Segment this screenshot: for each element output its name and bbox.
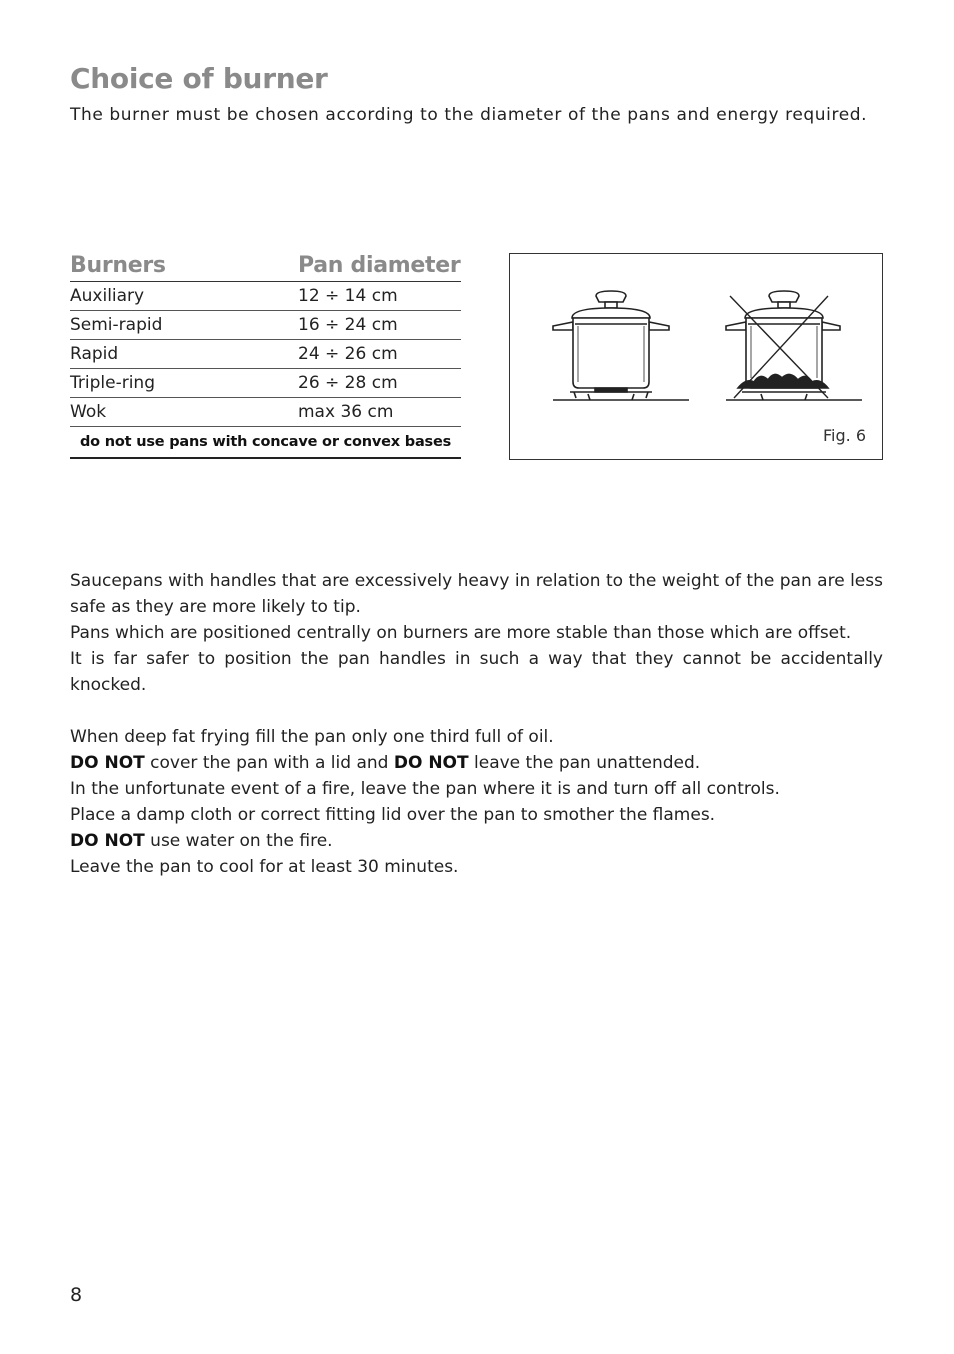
do-not-label: DO NOT [393, 753, 469, 773]
table-note-row [70, 427, 461, 459]
burner-table [70, 248, 461, 459]
pan-diameter: max 36 cm [298, 398, 461, 427]
paragraph-gap [70, 698, 883, 724]
paragraph-lid-warning: DO NOT cover the pan with a lid and DO NOT leave the pan unattended. [70, 753, 701, 773]
paragraph-deep-frying: When deep fat frying fill the pan only one third full of oil. [70, 727, 554, 747]
do-not-label: DO NOT [70, 753, 145, 773]
burner-name: Triple-ring [70, 369, 298, 398]
paragraph-centering: Pans which are positioned centrally on burners are more stable than those which are offset. [70, 623, 852, 643]
incorrect-pan-drawing [726, 291, 862, 400]
page-number: 8 [70, 1284, 83, 1306]
header-pan-diameter: Pan diameter [298, 248, 461, 282]
burner-name: Auxiliary [70, 282, 298, 311]
paragraph-damp-cloth: Place a damp cloth or correct fitting lid over the pan to smother the flames. [70, 805, 716, 825]
pan-diameter: 16 ÷ 24 cm [298, 311, 461, 340]
table-row [70, 398, 461, 427]
paragraph-handle-position: It is far safer to position the pan handles in such a way that they cannot be accidentally knocked. [70, 649, 883, 695]
paragraph-fire-event: In the unfortunate event of a fire, leave the pan where it is and turn off all controls. [70, 779, 780, 799]
pan-diameter: 24 ÷ 26 cm [298, 340, 461, 369]
paragraph-handles: Saucepans with handles that are excessively heavy in relation to the weight of the pan are less safe as they are more likely to tip. [70, 571, 883, 617]
paragraph-water-warning: DO NOT use water on the fire. [70, 831, 333, 851]
burner-name: Semi-rapid [70, 311, 298, 340]
intro-paragraph: The burner must be chosen according to the diameter of the pans and energy required. [70, 105, 868, 125]
figure-pan-placement [509, 253, 883, 460]
header-burners: Burners [70, 248, 298, 282]
page-title: Choice of burner [70, 62, 328, 95]
pan-diameter: 26 ÷ 28 cm [298, 369, 461, 398]
table-row [70, 311, 461, 340]
do-not-label: DO NOT [70, 831, 145, 851]
burner-name: Wok [70, 398, 298, 427]
table-note: do not use pans with concave or convex bases [70, 427, 461, 459]
burner-name: Rapid [70, 340, 298, 369]
table-row [70, 369, 461, 398]
pan-diameter: 12 ÷ 14 cm [298, 282, 461, 311]
figure-caption: Fig. 6 [823, 426, 866, 445]
table-row [70, 340, 461, 369]
safety-text [70, 568, 883, 880]
table-row [70, 282, 461, 311]
correct-pan-drawing [553, 291, 689, 400]
table-header-row [70, 248, 461, 282]
paragraph-cooling: Leave the pan to cool for at least 30 minutes. [70, 857, 459, 877]
